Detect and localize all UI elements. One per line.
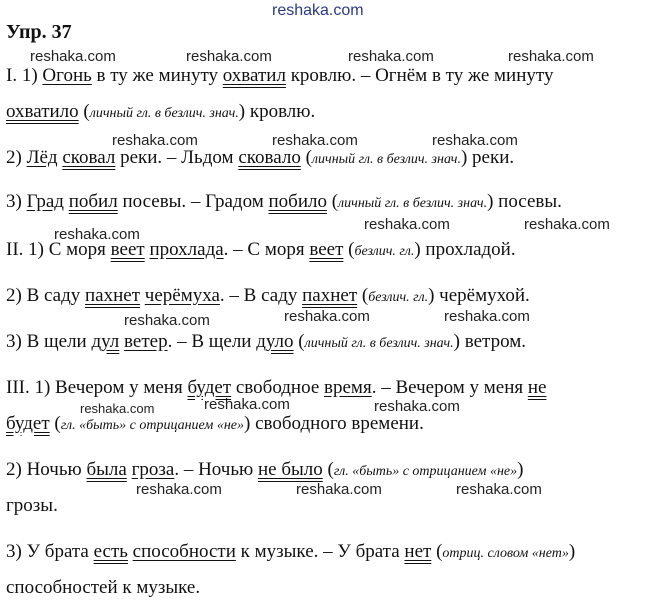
text-line [6, 540, 640, 566]
line-content [6, 65, 553, 86]
text-segment: III. 1) Вечером у меня [6, 377, 188, 398]
text-segment: 2) Ночью [6, 459, 87, 480]
watermark: reshaka.com [124, 312, 210, 329]
predicate-word: веет [110, 239, 145, 260]
text-segment: ( [322, 459, 334, 480]
line-content [6, 459, 523, 480]
line-content [6, 331, 526, 352]
predicate-word: сковал [62, 147, 116, 168]
predicate-word: охватил [222, 65, 286, 86]
predicate-word: будет [187, 377, 232, 398]
grammar-note: личный гл. в безлич. знач. [89, 106, 239, 121]
watermark: reshaka.com [432, 132, 518, 149]
subject-word: Град [26, 191, 64, 212]
predicate-word: сковало [238, 147, 301, 168]
watermark: reshaka.com [508, 48, 594, 65]
text-line [6, 284, 640, 310]
text-segment: ) свободного времени. [244, 413, 424, 434]
watermark: reshaka.com [456, 481, 542, 498]
text-segment: посевы. – Градом [117, 191, 269, 212]
grammar-note: безлич. гл. [354, 244, 415, 259]
watermark-top: reshaka.com [272, 2, 364, 19]
watermark: reshaka.com [296, 481, 382, 498]
text-segment: ) посевы. [487, 191, 562, 212]
line-content [6, 377, 546, 398]
text-segment: 3) В щели [6, 331, 92, 352]
predicate-word: не [527, 377, 547, 398]
line-content [6, 239, 516, 260]
subject-word: ветер [124, 331, 168, 352]
text-segment: ( [300, 147, 312, 168]
text-line [6, 458, 640, 484]
grammar-note: личный гл. в безлич. знач. [304, 336, 454, 351]
grammar-note: личный гл. в безлич. знач. [338, 196, 488, 211]
text-segment: I. 1) [6, 65, 43, 86]
subject-word: Огонь [42, 65, 92, 86]
text-segment: ) [568, 541, 576, 562]
text-segment: ) черёмухой. [428, 285, 530, 306]
line-content [6, 191, 562, 212]
text-segment: ( [357, 285, 369, 306]
predicate-word: не было [257, 459, 323, 480]
watermark: reshaka.com [348, 48, 434, 65]
line-content [6, 285, 530, 306]
text-line [6, 494, 640, 518]
text-segment: . – В щели [167, 331, 257, 352]
text-line [6, 376, 640, 400]
text-line [6, 146, 640, 172]
predicate-word: есть [93, 541, 128, 562]
text-segment: ( [49, 413, 61, 434]
predicate-word: будет [6, 413, 50, 434]
text-segment: способностей к музыке. [6, 577, 201, 598]
watermark: reshaka.com [444, 308, 530, 325]
text-segment: в ту же минуту [91, 65, 223, 86]
text-line [6, 412, 640, 438]
text-segment: 3) [6, 191, 27, 212]
text-line [6, 330, 640, 356]
grammar-note: отриц. словом «нет» [442, 546, 569, 561]
text-segment: ( [326, 191, 339, 212]
watermark: reshaka.com [112, 132, 198, 149]
predicate-word: побило [268, 191, 327, 212]
subject-word: прохлада [149, 239, 224, 260]
predicate-word: пахнет [302, 285, 358, 306]
text-segment: . – В саду [219, 285, 303, 306]
line-content [6, 413, 424, 434]
text-segment: грозы. [6, 495, 58, 516]
watermark: reshaka.com [30, 48, 116, 65]
text-segment: ( [343, 239, 355, 260]
text-segment: свободное [231, 377, 325, 398]
line-content [6, 147, 514, 168]
predicate-word: охватило [6, 101, 79, 122]
predicate-word: была [86, 459, 127, 480]
exercise-title: Упр. 37 [6, 21, 72, 43]
text-segment: 2) [6, 147, 27, 168]
line-content [6, 577, 200, 598]
grammar-note: личный гл. в безлич. знач. [311, 152, 461, 167]
text-segment: 2) В саду [6, 285, 86, 306]
text-segment: II. 1) С моря [6, 239, 111, 260]
watermark: reshaka.com [284, 308, 370, 325]
text-line [6, 576, 640, 600]
text-segment: реки. – Льдом [115, 147, 239, 168]
watermark: reshaka.com [364, 216, 450, 233]
watermark: reshaka.com [374, 398, 460, 415]
grammar-note: безлич. гл. [368, 290, 429, 305]
text-segment: кровлю. – Огнём в ту же минуту [285, 65, 554, 86]
text-segment: 3) У брата [6, 541, 94, 562]
predicate-word: нет [404, 541, 432, 562]
text-line [6, 64, 640, 88]
text-segment: ) ветром. [453, 331, 526, 352]
predicate-word: пахнет [85, 285, 141, 306]
watermark: reshaka.com [204, 396, 290, 413]
subject-word: способности [132, 541, 236, 562]
line-content [6, 495, 58, 516]
text-line [6, 190, 640, 216]
grammar-note: гл. «быть» с отрицанием «не» [60, 418, 245, 433]
watermark: reshaka.com [54, 226, 140, 243]
text-segment: . – Вечером у меня [371, 377, 528, 398]
watermark: reshaka.com [524, 216, 610, 233]
watermark: reshaka.com [272, 132, 358, 149]
subject-word: Лёд [26, 147, 58, 168]
watermark: reshaka.com [136, 481, 222, 498]
subject-word: гроза [131, 459, 175, 480]
text-segment: . – С моря [223, 239, 310, 260]
predicate-word: веет [309, 239, 344, 260]
subject-word: время [324, 377, 372, 398]
predicate-word: побил [68, 191, 118, 212]
text-segment: к музыке. – У брата [235, 541, 405, 562]
text-line [6, 100, 640, 126]
text-segment: ) прохладой. [414, 239, 516, 260]
watermark: reshaka.com [186, 48, 272, 65]
text-segment: ) [517, 459, 524, 480]
grammar-note: гл. «быть» с отрицанием «не» [333, 464, 518, 479]
text-segment: ) реки. [460, 147, 515, 168]
text-segment: ( [293, 331, 305, 352]
text-segment: ( [431, 541, 443, 562]
text-segment: ( [78, 101, 90, 122]
text-segment: . – Ночью [174, 459, 258, 480]
line-content [6, 101, 315, 122]
watermark: reshaka.com [80, 401, 155, 416]
predicate-word: дуло [256, 331, 294, 352]
line-content [6, 541, 575, 562]
text-segment: ) кровлю. [238, 101, 316, 122]
predicate-word: дул [91, 331, 120, 352]
subject-word: черёмуха [144, 285, 220, 306]
text-line [6, 238, 640, 264]
